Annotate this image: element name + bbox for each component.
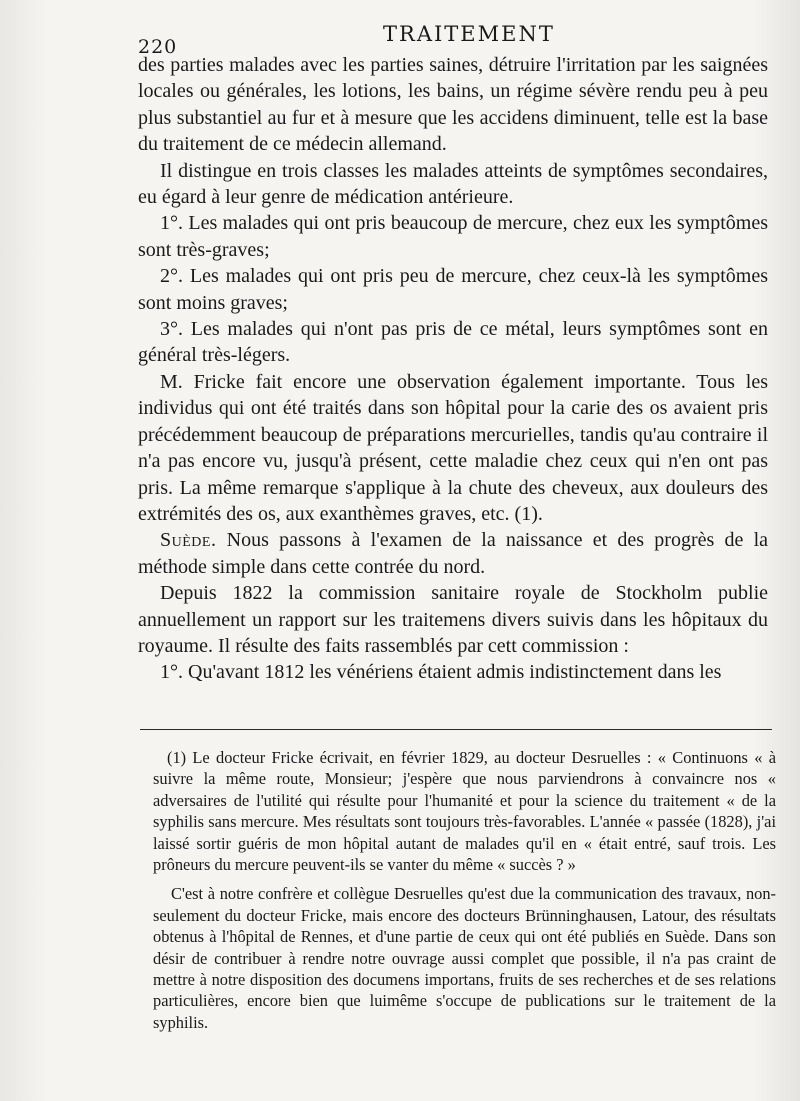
footnote-divider: [140, 729, 772, 730]
footnote-2: C'est à notre confrère et collègue Desruelles qu'est due la communication des travaux, non-seulement du docteur Fricke, mais encore des docteurs Brünninghausen, Latour, des résultats obtenus à l'hôpital de Rennes, et d'une partie de ceux qui ont été publiés en Suède. Dans son désir de contribuer à rendre notre ouvrage aussi complet que possible, il n'a pas craint de mettre à notre disposition des documens importans, fruits de ses recherches et de ses relations particulières, encore bien que luimême s'occupe de publications sur le traitement de la syphilis.: [153, 884, 776, 1032]
running-head: TRAITEMENT: [383, 22, 555, 46]
paragraph-text: Nous passons à l'examen de la naissance et des progrès de la méthode simple dans cette contrée du nord.: [138, 529, 768, 578]
paragraph: M. Fricke fait encore une observation également importante. Tous les individus qui ont été traités dans son hôpital pour la carie des os avaient pris précédemment beaucoup de préparations mercurielles, tandis qu'au contraire il n'a pas encore vu, jusqu'à présent, cette maladie chez ceux qui n'en ont pas pris. La même remarque s'applique à la chute des cheveux, aux douleurs des extrémités des os, aux exanthèmes graves, etc. (1).: [138, 370, 768, 525]
paragraph-suede: [138, 527, 768, 580]
page-header: [138, 18, 778, 58]
paragraph: des parties malades avec les parties saines, détruire l'irritation par les saignées locales ou générales, les lotions, les bains, un régime sévère rendu peu à peu plus substantiel au fur et à mesure que les accidens diminuent, telle est la base du traitement de ce médecin allemand.: [138, 54, 768, 156]
page-number: 220: [138, 36, 178, 58]
paragraph: Depuis 1822 la commission sanitaire royale de Stockholm publie annuellement un rapport sur les traitemens divers suivis dans les hôpitaux du royaume. Il résulte des faits rassemblés par cett commission :: [138, 582, 768, 657]
footnotes: [153, 747, 776, 1033]
paragraph: 2°. Les malades qui ont pris peu de mercure, chez ceux-là les symptômes sont moins graves;: [138, 265, 768, 314]
paragraph: 1°. Qu'avant 1812 les vénériens étaient admis indistinctement dans les: [160, 661, 722, 684]
paragraph: 1°. Les malades qui ont pris beaucoup de mercure, chez eux les symptômes sont très-graves;: [138, 212, 768, 261]
section-label-suede: Suède.: [160, 529, 217, 552]
paragraph: 3°. Les malades qui n'ont pas pris de ce métal, leurs symptômes sont en général très-légers.: [138, 318, 768, 367]
paragraph: Il distingue en trois classes les malades atteints de symptômes secondaires, eu égard à leur genre de médication antérieure.: [138, 159, 768, 209]
main-text: [138, 52, 768, 686]
footnote-1: (1) Le docteur Fricke écrivait, en février 1829, au docteur Desruelles : « Continuons « à suivre la même route, Monsieur; j'espère que nous parviendrons à convaincre nos « adversaires de l'utilité qui résulte pour l'humanité et pour la science du traitement « de la syphilis sans mercure. Mes résultats sont toujours très-favorables. L'année « passée (1828), j'ai laissé sortir guéris de mon hôpital autant de malades qu'il en « était entré, sauf trois. Les prôneurs du mercure peuvent-ils se vanter du même « succès ? »: [153, 748, 776, 875]
